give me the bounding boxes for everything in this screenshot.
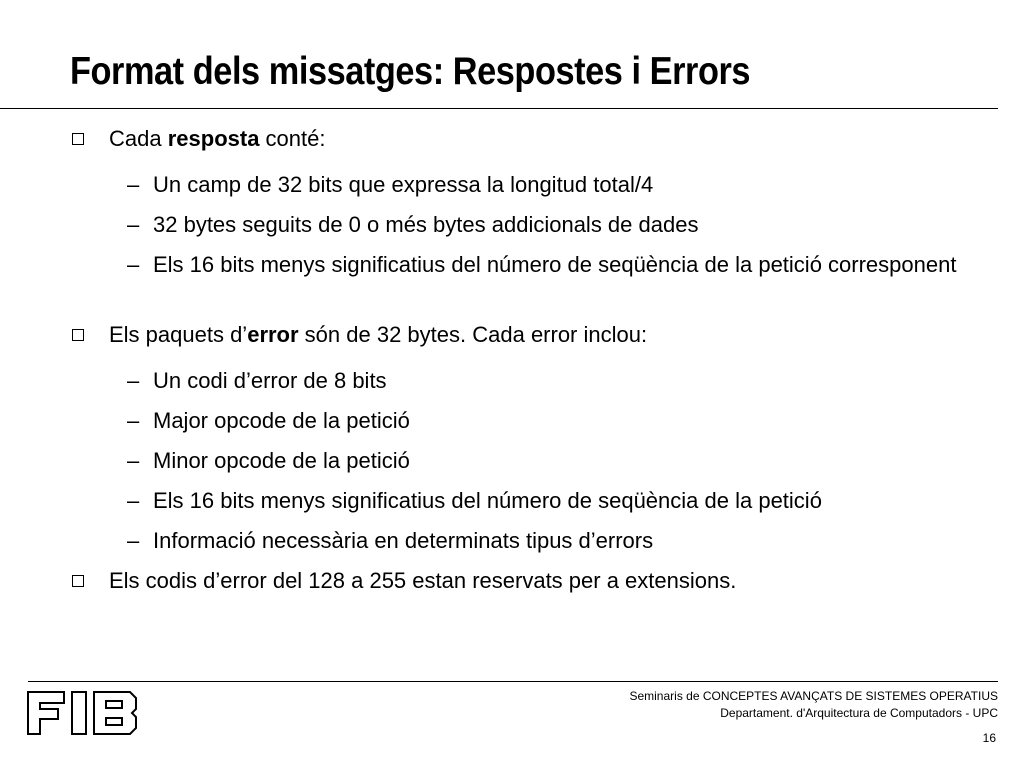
bullet-extensions bbox=[72, 564, 980, 604]
dash-bullet-icon: – bbox=[127, 488, 140, 513]
footer-text bbox=[629, 688, 998, 722]
dash-bullet-icon: – bbox=[127, 172, 140, 197]
square-bullet-icon bbox=[72, 575, 84, 587]
dash-bullet-icon: – bbox=[127, 448, 140, 473]
bullet-text: Cada resposta conté: bbox=[109, 126, 326, 151]
bullet-resposta bbox=[72, 122, 980, 162]
sub-bullet: – 32 bytes seguits de 0 o més bytes addicionals de dades bbox=[72, 208, 980, 242]
dash-bullet-icon: – bbox=[127, 528, 140, 553]
sub-bullet: – Els 16 bits menys significatius del número de seqüència de la petició corresponent bbox=[72, 248, 980, 282]
slide-title: Format dels missatges: Respostes i Errors bbox=[70, 50, 751, 93]
footer-seminar: Seminaris de CONCEPTES AVANÇATS DE SISTEMES OPERATIUS bbox=[629, 689, 998, 703]
footer-department: Departament. d'Arquitectura de Computadors - UPC bbox=[720, 706, 998, 720]
sub-bullet: – Minor opcode de la petició bbox=[72, 444, 980, 478]
dash-bullet-icon: – bbox=[127, 252, 140, 277]
dash-bullet-icon: – bbox=[127, 368, 140, 393]
fib-logo-icon bbox=[26, 690, 138, 736]
page-number: 16 bbox=[982, 731, 996, 745]
bullet-text: Els codis d’error del 128 a 255 estan reservats per a extensions. bbox=[109, 568, 737, 593]
sub-bullet: – Un codi d’error de 8 bits bbox=[72, 364, 980, 398]
dash-bullet-icon: – bbox=[127, 212, 140, 237]
sub-bullet: – Major opcode de la petició bbox=[72, 404, 980, 438]
footer-divider bbox=[28, 681, 998, 682]
dash-bullet-icon: – bbox=[127, 408, 140, 433]
square-bullet-icon bbox=[72, 329, 84, 341]
title-divider bbox=[0, 108, 998, 109]
sub-bullet: – Els 16 bits menys significatius del número de seqüència de la petició bbox=[72, 484, 980, 518]
bold-term: error bbox=[247, 322, 299, 347]
sub-bullet: – Un camp de 32 bits que expressa la longitud total/4 bbox=[72, 168, 980, 202]
bullet-error bbox=[72, 318, 980, 358]
bullet-text: Els paquets d’error són de 32 bytes. Cada error inclou: bbox=[109, 322, 648, 347]
sub-bullet: – Informació necessària en determinats tipus d’errors bbox=[72, 524, 980, 558]
square-bullet-icon bbox=[72, 133, 84, 145]
slide-body bbox=[72, 122, 980, 604]
bold-term: resposta bbox=[167, 126, 260, 151]
